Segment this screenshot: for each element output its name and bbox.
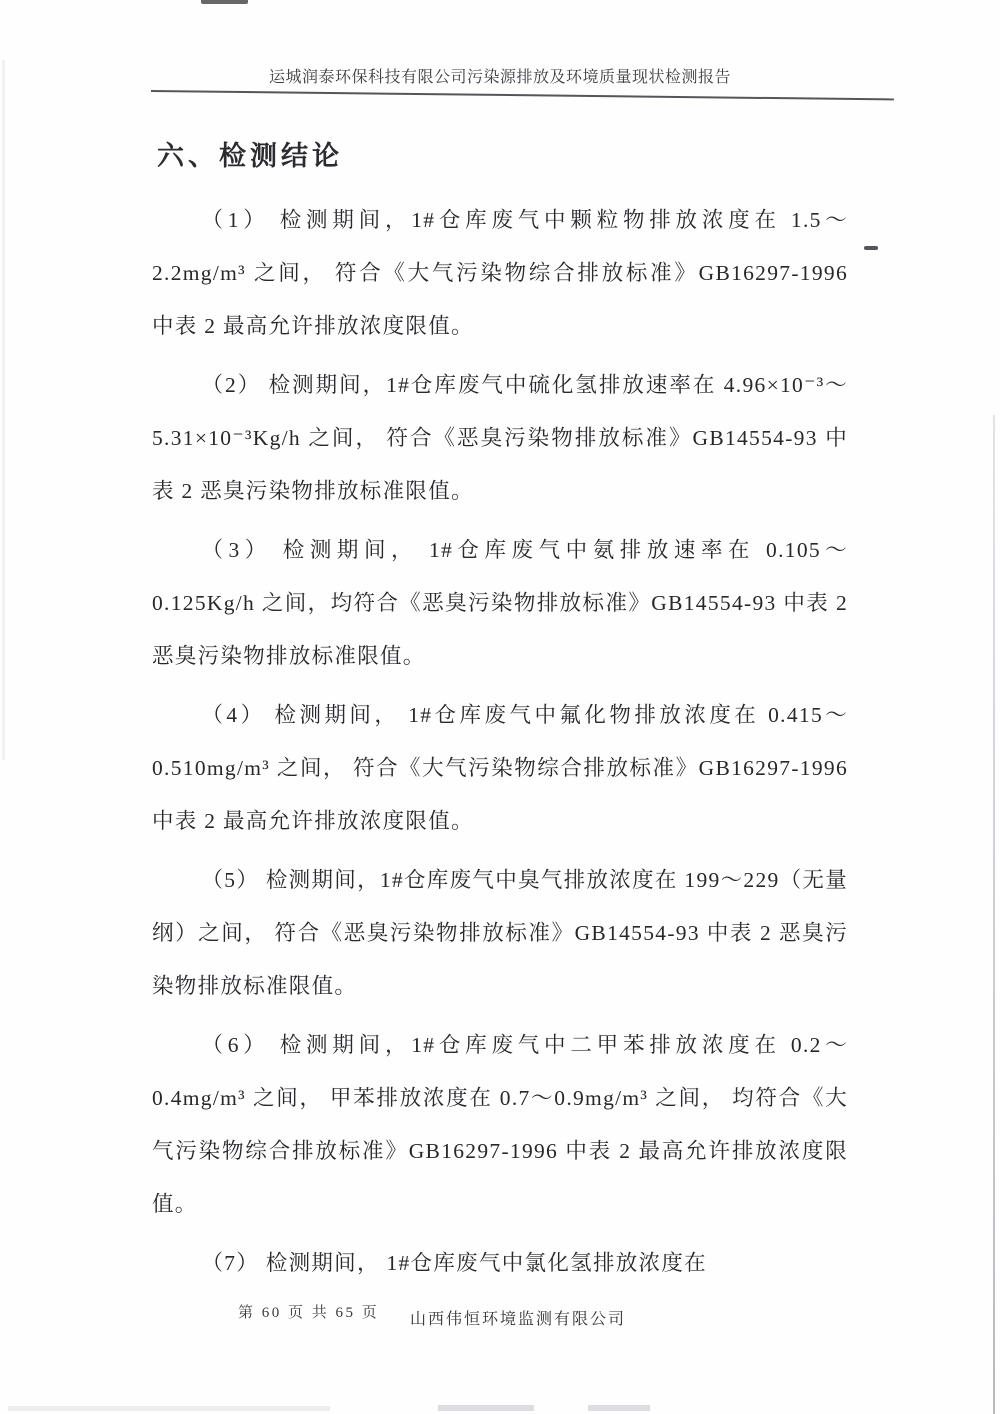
- conclusion-paragraph-4: （4） 检测期间， 1#仓库废气中氟化物排放浓度在 0.415～0.510mg/m³ 之间， 符合《大气污染物综合排放标准》GB16297-1996 中表 2 最高允许排放浓度限值。: [152, 703, 848, 833]
- conclusion-paragraph-3: （3） 检测期间， 1#仓库废气中氨排放速率在 0.105～0.125Kg/h 之间，均符合《恶臭污染物排放标准》GB14554-93 中表 2 恶臭污染物排放标准限值。: [152, 538, 848, 668]
- scan-edge-line-right: [993, 415, 995, 1414]
- document-header-title: 运城润泰环保科技有限公司污染源排放及环境质量现状检测报告: [268, 69, 731, 86]
- conclusion-paragraph-7: （7） 检测期间， 1#仓库废气中氯化氢排放浓度在: [201, 1251, 707, 1275]
- footer-page-indicator: 第 60 页 共 65 页: [238, 1305, 380, 1321]
- conclusion-paragraph-1: （1） 检测期间，1#仓库废气中颗粒物排放浓度在 1.5～2.2mg/m³ 之间， 符合《大气污染物综合排放标准》GB16297-1996 中表 2 最高允许排放浓度限值。: [152, 208, 848, 338]
- document-body: [152, 194, 848, 1296]
- conclusion-paragraph-2: （2） 检测期间，1#仓库废气中硫化氢排放速率在 4.96×10⁻³～5.31×10⁻³Kg/h 之间， 符合《恶臭污染物排放标准》GB14554-93 中表 2 恶臭污染物排放标准限值。: [152, 373, 848, 503]
- scan-smudge-top: [201, 0, 248, 4]
- conclusion-paragraph-5: （5） 检测期间，1#仓库废气中臭气排放浓度在 199～229（无量纲）之间， 符合《恶臭污染物排放标准》GB14554-93 中表 2 恶臭污染物排放标准限值。: [152, 868, 848, 998]
- scan-mark-bottom-3: [588, 1405, 650, 1411]
- scan-mark-bottom-2: [438, 1405, 534, 1411]
- footer-company-name: 山西伟恒环境监测有限公司: [410, 1311, 627, 1328]
- scan-mark-bottom-1: [8, 1406, 330, 1411]
- scan-dash-right: [864, 246, 878, 250]
- scan-streak-left: [2, 60, 5, 760]
- conclusion-paragraph-6: （6） 检测期间，1#仓库废气中二甲苯排放浓度在 0.2～0.4mg/m³ 之间， 甲苯排放浓度在 0.7～0.9mg/m³ 之间， 均符合《大气污染物综合排放标准》GB16297-1996 中表 2 最高允许排放浓度限值。: [152, 1033, 848, 1216]
- section-title: 六、检测结论: [157, 141, 343, 171]
- header-rule-line: [151, 90, 894, 101]
